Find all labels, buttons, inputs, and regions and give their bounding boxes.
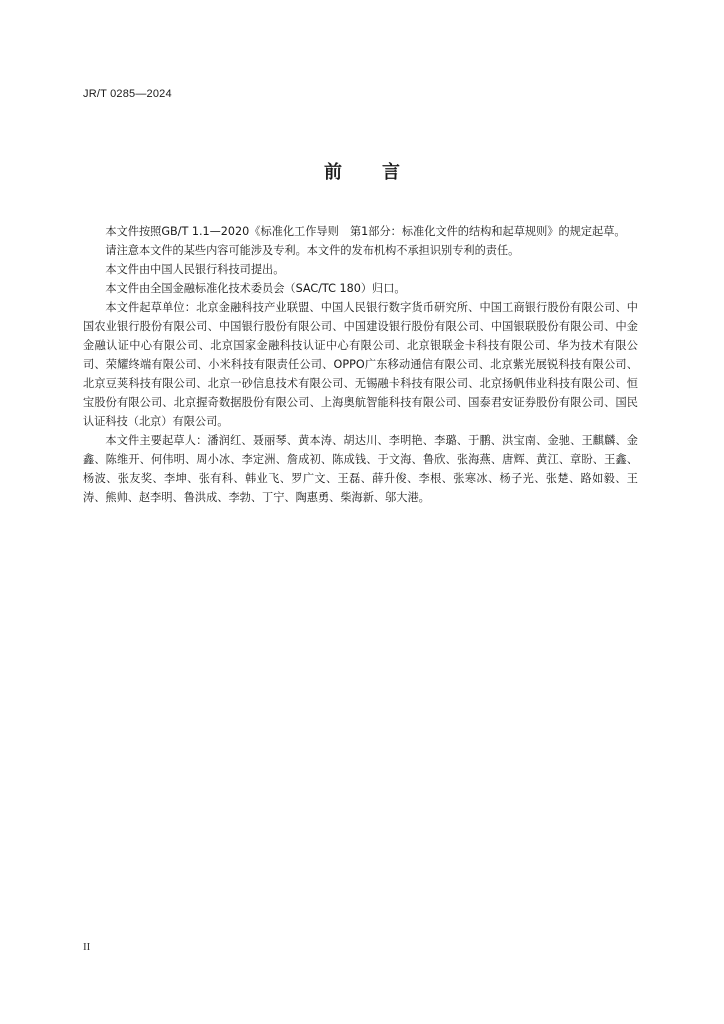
paragraph-proposer: 本文件由中国人民银行科技司提出。 — [105, 263, 285, 276]
paragraph-drafting-units: 本文件起草单位：北京金融科技产业联盟、中国人民银行数字货币研究所、中国工商银行股份有限公司、中国农业银行股份有限公司、中国银行股份有限公司、中国建设银行股份有限公司、中国银联股份有限公司、中金金融认证中心有限公司、北京国家金融科技认证中心有限公司、北京银联金卡科技有限公司、华为技术有限公司、荣耀终端有限公司、小米科技有限责任公司、OPPO广东移动通信有限公司、北京紫光展锐科技有限公司、北京豆荚科技有限公司、北京一砂信息技术有限公司、无锡融卡科技有限公司、北京扬帆伟业科技有限公司、恒宝股份有限公司、北京握奇数据股份有限公司、上海奥航智能科技有限公司、国泰君安证券股份有限公司、国民认证科技（北京）有限公司。 — [83, 301, 638, 428]
paragraph-drafters: 本文件主要起草人：潘润红、聂丽琴、黄本涛、胡达川、李明艳、李璐、于鹏、洪宝南、金驰、王麒麟、金鑫、陈维开、何伟明、周小冰、李定洲、詹成初、陈成钱、于文海、鲁欣、张海燕、唐辉、黄江、章盼、王鑫、杨波、张友奖、李坤、张有科、韩业飞、罗广文、王磊、薛升俊、李根、张寒冰、杨子光、张楚、路如毅、王涛、熊帅、赵李明、鲁洪成、李勃、丁宁、陶惠勇、柴海新、邬大港。 — [83, 434, 638, 504]
paragraph-patent-notice: 请注意本文件的某些内容可能涉及专利。本文件的发布机构不承担识别专利的责任。 — [105, 244, 520, 257]
paragraph-drafting-rules: 本文件按照GB/T 1.1—2020《标准化工作导则 第1部分：标准化文件的结构和起草规则》的规定起草。 — [105, 225, 626, 238]
standard-code: JR/T 0285—2024 — [83, 88, 172, 100]
foreword-body — [83, 222, 638, 507]
page-title: 前言 — [324, 162, 440, 183]
paragraph-committee: 本文件由全国金融标准化技术委员会（SAC/TC 180）归口。 — [105, 282, 406, 295]
page-number: II — [83, 941, 91, 953]
